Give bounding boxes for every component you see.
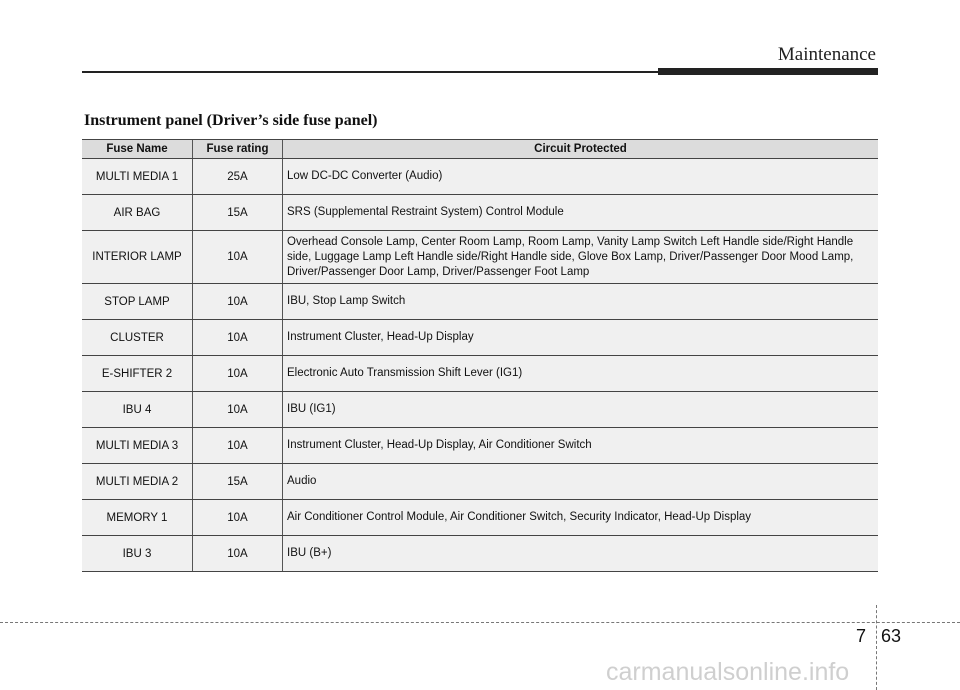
watermark: carmanualsonline.info [606, 658, 850, 686]
table-row [82, 536, 878, 572]
fuse-name-cell: MEMORY 1 [82, 500, 193, 536]
fuse-rating-cell: 10A [193, 536, 283, 572]
table-row [82, 428, 878, 464]
table-header-row [82, 140, 878, 159]
fuse-name-cell: IBU 3 [82, 536, 193, 572]
fuse-rating-cell: 10A [193, 231, 283, 284]
table-row [82, 356, 878, 392]
circuit-protected-cell: Air Conditioner Control Module, Air Conditioner Switch, Security Indicator, Head-Up Display [283, 500, 879, 536]
circuit-protected-cell: IBU (B+) [283, 536, 879, 572]
header-title: Maintenance [777, 44, 876, 65]
fuse-name-cell: IBU 4 [82, 392, 193, 428]
table-row [82, 159, 878, 195]
fuse-rating-cell: 10A [193, 500, 283, 536]
fuse-rating-cell: 10A [193, 392, 283, 428]
fuse-rating-cell: 15A [193, 464, 283, 500]
fuse-name-cell: E-SHIFTER 2 [82, 356, 193, 392]
chapter-number: 7 [856, 626, 867, 646]
table-row [82, 231, 878, 284]
column-header-circuit-protected: Circuit Protected [283, 140, 879, 159]
fuse-name-cell: AIR BAG [82, 195, 193, 231]
table-row [82, 284, 878, 320]
fuse-name-cell: MULTI MEDIA 2 [82, 464, 193, 500]
circuit-protected-cell: Audio [283, 464, 879, 500]
fuse-rating-cell: 10A [193, 356, 283, 392]
circuit-protected-cell: Instrument Cluster, Head-Up Display, Air Conditioner Switch [283, 428, 879, 464]
fuse-name-cell: CLUSTER [82, 320, 193, 356]
footer-dashed-rule [0, 622, 960, 623]
circuit-protected-cell: Overhead Console Lamp, Center Room Lamp, Room Lamp, Vanity Lamp Switch Left Handle side/Right Handle side, Luggage Lamp Left Handle side/Right Handle side, Glove Box Lamp, Driver/Passenger Door Mood Lamp, Driver/Passenger Door Lamp, Driver/Passenger Foot Lamp [283, 231, 879, 284]
fuse-name-cell: INTERIOR LAMP [82, 231, 193, 284]
table-row [82, 195, 878, 231]
page-number: 63 [881, 626, 902, 646]
circuit-protected-cell: IBU (IG1) [283, 392, 879, 428]
footer-dashed-divider [876, 605, 877, 690]
table-row [82, 392, 878, 428]
section-title: Instrument panel (Driver’s side fuse panel) [84, 112, 378, 129]
table-row [82, 500, 878, 536]
circuit-protected-cell: Electronic Auto Transmission Shift Lever (IG1) [283, 356, 879, 392]
fuse-rating-cell: 25A [193, 159, 283, 195]
fuse-name-cell: STOP LAMP [82, 284, 193, 320]
fuse-rating-cell: 10A [193, 320, 283, 356]
fuse-rating-cell: 15A [193, 195, 283, 231]
fuse-rating-cell: 10A [193, 428, 283, 464]
table-row [82, 464, 878, 500]
circuit-protected-cell: Low DC-DC Converter (Audio) [283, 159, 879, 195]
circuit-protected-cell: IBU, Stop Lamp Switch [283, 284, 879, 320]
fuse-rating-cell: 10A [193, 284, 283, 320]
header-rule-thin [82, 71, 662, 73]
fuse-name-cell: MULTI MEDIA 3 [82, 428, 193, 464]
fuse-name-cell: MULTI MEDIA 1 [82, 159, 193, 195]
header-rule-thick [658, 68, 878, 75]
fuse-table [82, 139, 878, 572]
circuit-protected-cell: Instrument Cluster, Head-Up Display [283, 320, 879, 356]
column-header-fuse-name: Fuse Name [82, 140, 193, 159]
column-header-fuse-rating: Fuse rating [193, 140, 283, 159]
table-row [82, 320, 878, 356]
circuit-protected-cell: SRS (Supplemental Restraint System) Control Module [283, 195, 879, 231]
